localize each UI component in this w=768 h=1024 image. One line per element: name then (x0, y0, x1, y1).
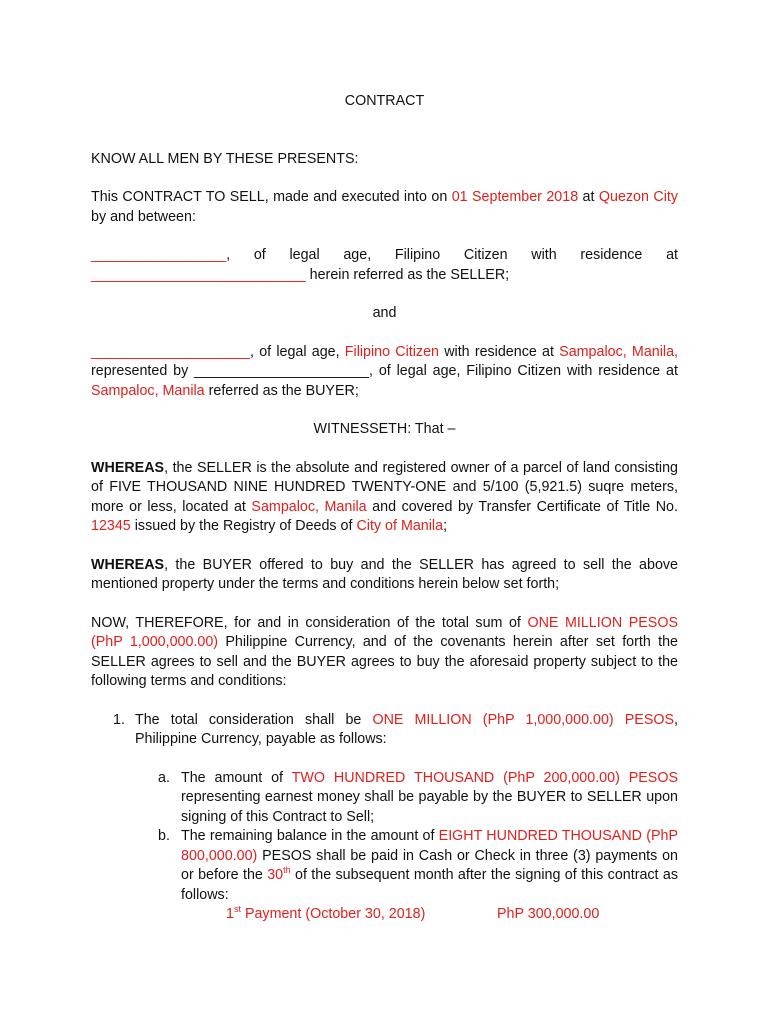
buyer-text: referred as the BUYER; (204, 382, 359, 399)
item-letter: b. (158, 828, 170, 844)
payment-label-text: Payment (October 30, 2018) (240, 906, 426, 922)
seller-name-blank: _________________ (91, 247, 227, 263)
whereas-text: issued by the Registry of Deeds of (130, 518, 357, 534)
payment-day-suffix: th (283, 865, 291, 876)
term-text: of the subsequent month after the signing of this contract as follows: (181, 867, 678, 903)
term-item-1 (91, 711, 678, 750)
buyer-text: with residence at (438, 343, 560, 360)
term-text: The remaining balance in the amount of (181, 828, 439, 844)
intro-paragraph (91, 188, 678, 227)
payment-number: 1 (226, 906, 234, 922)
buyer-text: represented by (91, 363, 195, 379)
item-letter: a. (158, 769, 170, 786)
term-item-a (91, 769, 678, 828)
witnesseth-heading: WITNESSETH: That – (313, 421, 456, 437)
tct-number: 12345 (91, 518, 131, 534)
property-location: Sampaloc, Manila (251, 498, 367, 515)
whereas-paragraph-1 (91, 459, 678, 537)
now-therefore-paragraph (91, 614, 678, 692)
payment-label (226, 905, 425, 925)
term-item-b (91, 827, 678, 905)
representative-address: Sampaloc, Manila (91, 382, 205, 399)
item-number: 1. (113, 711, 125, 728)
term-text: The amount of (181, 769, 292, 786)
payment-number-suffix: st (233, 904, 241, 915)
representative-blank: ______________________ (194, 363, 370, 379)
term-text: , Philippine Currency, payable as follows: (135, 711, 678, 747)
seller-text: , of legal age, Filipino Citizen with residence at (226, 247, 678, 263)
whereas-text: ; (443, 518, 448, 534)
remaining-balance-amount: EIGHT HUNDRED THOUSAND (PhP 800,000.00) (181, 828, 678, 864)
registry-city: City of Manila (356, 518, 444, 534)
payment-day (267, 867, 290, 883)
contract-place: Quezon City (598, 189, 678, 205)
buyer-name-blank: ____________________ (91, 343, 251, 360)
now-text: Philippine Currency, and of the covenants herein after set forth the SELLER agrees to sell and the BUYER agrees to buy the aforesaid property subject to the following terms and conditions: (91, 634, 678, 689)
intro-text: at (578, 189, 599, 205)
buyer-address: Sampaloc, Manila, (559, 343, 678, 360)
buyer-paragraph (91, 343, 678, 402)
payment-row-1 (91, 905, 678, 925)
opening-line: KNOW ALL MEN BY THESE PRESENTS: (91, 150, 359, 167)
now-text: NOW, THEREFORE, for and in consideration of the total sum of (91, 614, 528, 631)
buyer-text: , of legal age, (250, 343, 345, 360)
intro-text: by and between: (91, 208, 196, 225)
seller-text: herein referred as the SELLER; (305, 266, 510, 283)
contract-date: 01 September 2018 (451, 189, 579, 205)
seller-address-blank: ___________________________ (91, 266, 306, 283)
term-text: PESOS shall be paid in Cash or Check in three (3) payments on or before the (181, 847, 678, 883)
total-consideration-amount: ONE MILLION (PhP 1,000,000.00) PESOS (372, 711, 675, 728)
whereas-text: , the SELLER is the absolute and registered owner of a parcel of land consisting of FIVE THOUSAND NINE HUNDRED TWENTY-ONE and 5/100 (5,921.5) suqre meters, more or less, located at (91, 459, 678, 515)
payment-day-number: 30 (267, 867, 284, 883)
whereas-text: , the BUYER offered to buy and the SELLER has agreed to sell the above mentioned property under the terms and conditions herein below set forth; (91, 556, 678, 592)
seller-paragraph (91, 246, 678, 285)
buyer-citizenship: Filipino Citizen (344, 343, 439, 360)
whereas-keyword: WHEREAS (91, 556, 165, 573)
payment-amount: PhP 300,000.00 (497, 906, 600, 922)
total-sum-amount: ONE MILLION PESOS (PhP 1,000,000.00) (91, 614, 678, 650)
term-text: representing earnest money shall be payable by the BUYER to SELLER upon signing of this Contract to Sell; (181, 789, 678, 825)
whereas-text: and covered by Transfer Certificate of Title No. (366, 498, 678, 515)
buyer-text: , of legal age, Filipino Citizen with residence at (369, 363, 678, 379)
contract-document (91, 92, 678, 925)
earnest-money-amount: TWO HUNDRED THOUSAND (PhP 200,000.00) PESOS (291, 769, 679, 786)
and-separator: and (372, 305, 397, 321)
document-title: CONTRACT (344, 93, 425, 109)
whereas-paragraph-2 (91, 556, 678, 595)
term-text: The total consideration shall be (135, 711, 373, 728)
intro-text: This CONTRACT TO SELL, made and executed into on (91, 189, 452, 205)
whereas-keyword: WHEREAS (91, 459, 165, 476)
